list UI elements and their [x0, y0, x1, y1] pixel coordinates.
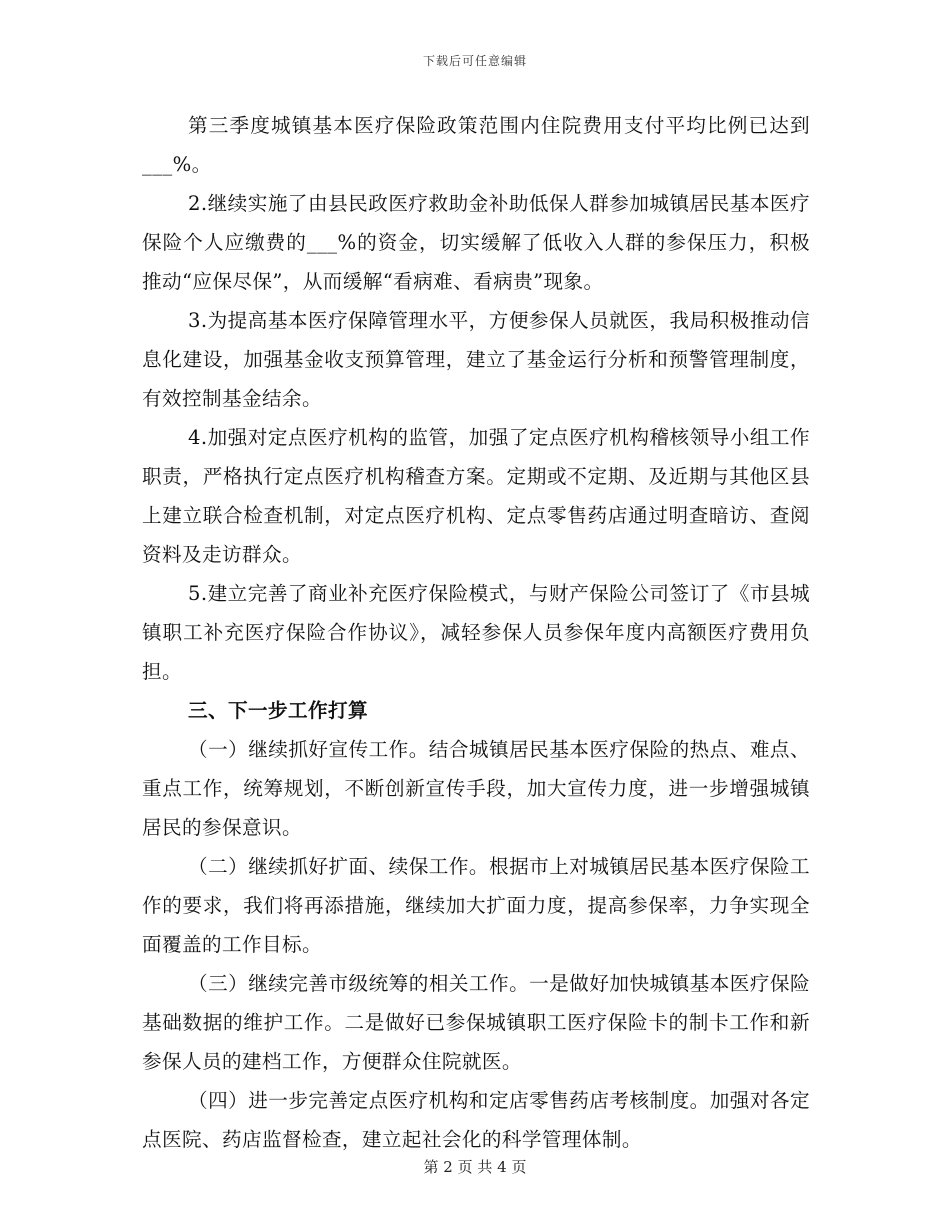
paragraph-item-2: 2.继续实施了由县民政医疗救助金补助低保人群参加城镇居民基本医疗保险个人应缴费的___%的资金，切实缓解了低收入人群的参保压力，积极推动“应保尽保”，从而缓解“看病难、看病贵”现象。 — [142, 192, 810, 293]
paragraph-item-3: 3.为提高基本医疗保障管理水平，方便参保人员就医，我局积极推动信息化建设，加强基金收支预算管理，建立了基金运行分析和预警管理制度，有效控制基金结余。 — [142, 309, 810, 410]
paragraph-plan-1: （一）继续抓好宣传工作。结合城镇居民基本医疗保险的热点、难点、重点工作，统筹规划，不断创新宣传手段，加大宣传力度，进一步增强城镇居民的参保意识。 — [142, 738, 810, 839]
paragraph-item-4: 4.加强对定点医疗机构的监管，加强了定点医疗机构稽核领导小组工作职责，严格执行定点医疗机构稽查方案。定期或不定期、及近期与其他区县上建立联合检查机制，对定点医疗机构、定点零售药店通过明查暗访、查阅资料及走访群众。 — [142, 426, 810, 566]
paragraph-plan-3: （三）继续完善市级统筹的相关工作。一是做好加快城镇基本医疗保险基础数据的维护工作。二是做好已参保城镇职工医疗保险卡的制卡工作和新参保人员的建档工作，方便群众住院就医。 — [142, 972, 810, 1073]
paragraph-item-5: 5.建立完善了商业补充医疗保险模式，与财产保险公司签订了《市县城镇职工补充医疗保险合作协议》，减轻参保人员参保年度内高额医疗费用负担。 — [142, 582, 810, 683]
document-body — [142, 106, 810, 1159]
page-number-footer: 第 2 页 共 4 页 — [423, 1158, 527, 1176]
section-heading-next-steps: 三、下一步工作打算 — [188, 699, 368, 722]
paragraph-plan-4: （四）进一步完善定点医疗机构和定店零售药店考核制度。加强对各定点医院、药店监督检查，建立起社会化的科学管理体制。 — [142, 1089, 810, 1151]
paragraph-plan-2: （二）继续抓好扩面、续保工作。根据市上对城镇居民基本医疗保险工作的要求，我们将再添措施，继续加大扩面力度，提高参保率，力争实现全面覆盖的工作目标。 — [142, 855, 810, 956]
paragraph-quarter-ratio: 第三季度城镇基本医疗保险政策范围内住院费用支付平均比例已达到___%。 — [142, 114, 810, 176]
page-header: 下载后可任意编辑 — [422, 54, 527, 68]
